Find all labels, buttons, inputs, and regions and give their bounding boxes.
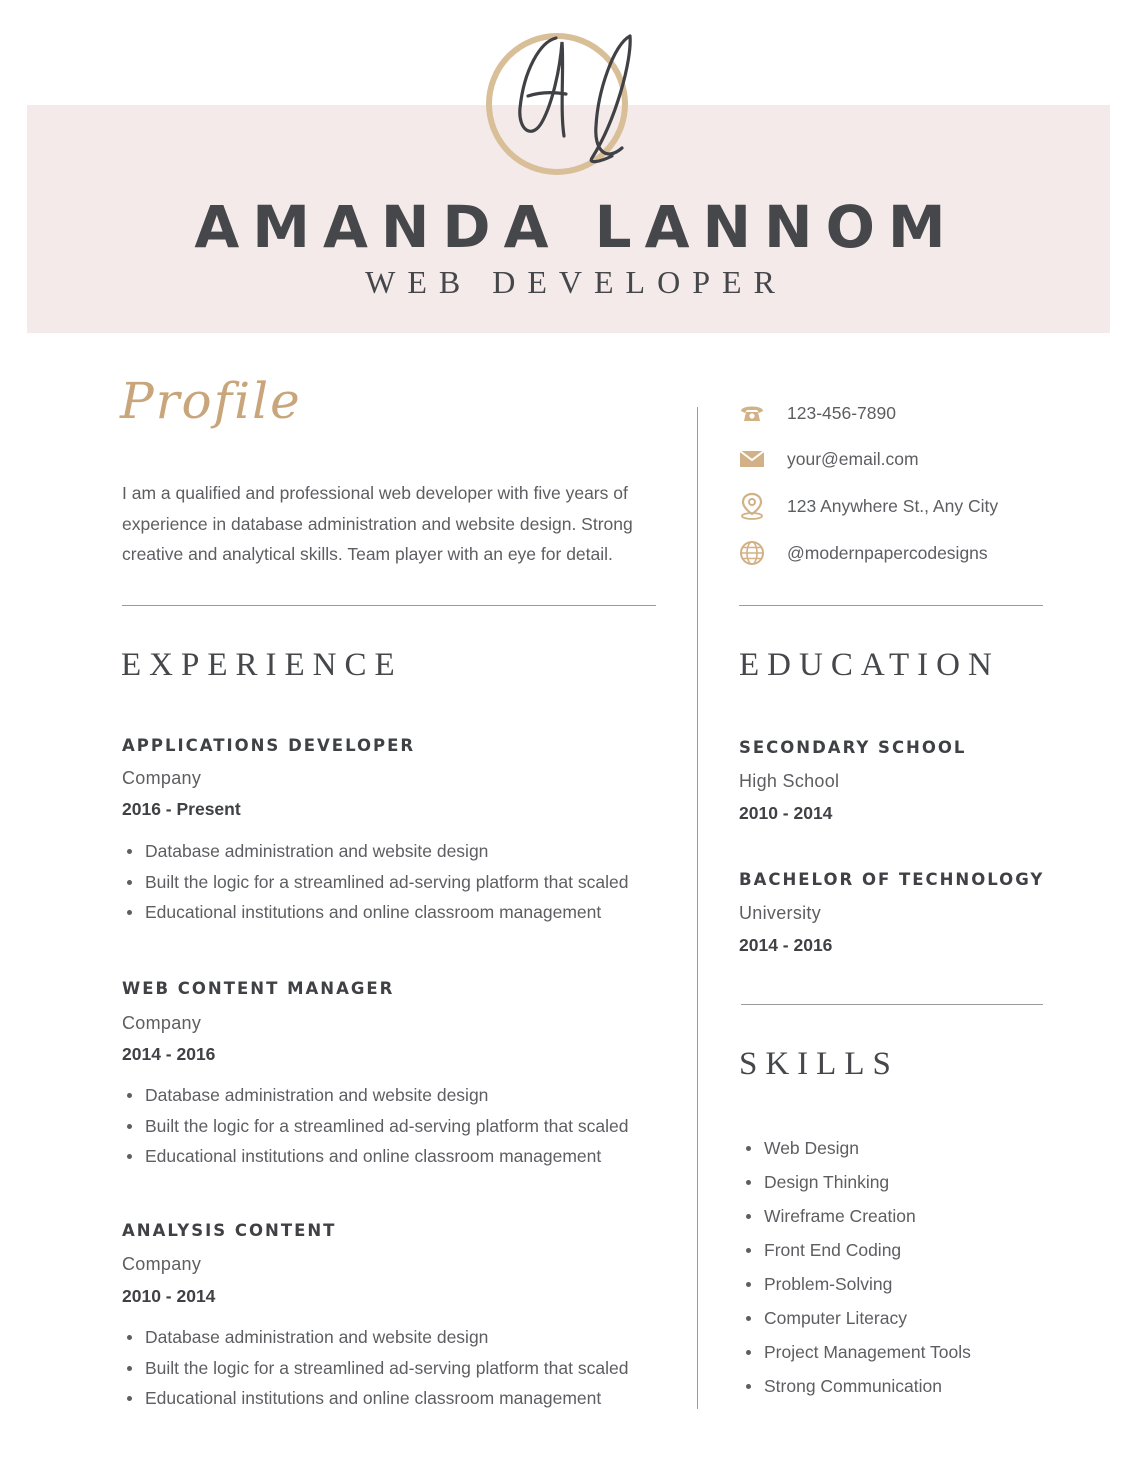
profile-heading: Profile [120,372,302,430]
list-item: Project Management Tools [741,1335,1061,1369]
job-title: WEB CONTENT MANAGER [122,979,395,998]
divider-right-bottom [741,1004,1043,1005]
address-text: 123 Anywhere St., Any City [787,495,999,516]
skills-heading: SKILLS [739,1046,899,1082]
list-item: Built the logic for a streamlined ad-serving platform that scaled [122,1353,682,1384]
job-bullets [122,1080,682,1172]
list-item: Wireframe Creation [741,1199,1061,1233]
education-school: High School [739,771,840,791]
list-item: Educational institutions and online classroom management [122,1141,682,1172]
experience-heading: EXPERIENCE [121,647,403,683]
divider-left [122,605,656,606]
location-pin-icon [739,493,765,519]
social-text[interactable]: @modernpapercodesigns [787,542,988,563]
contact-phone [739,398,896,428]
list-item: Problem-Solving [741,1267,1061,1301]
email-icon [739,446,765,472]
list-item: Database administration and website design [122,836,682,867]
divider-right-top [739,605,1043,606]
email-text[interactable]: your@email.com [787,448,919,469]
column-divider [697,407,698,1409]
candidate-role: WEB DEVELOPER [365,264,787,300]
education-title: SECONDARY SCHOOL [739,738,967,757]
job-title: APPLICATIONS DEVELOPER [122,736,416,755]
skills-list [741,1131,1061,1403]
list-item: Educational institutions and online classroom management [122,897,682,928]
list-item: Web Design [741,1131,1061,1165]
job-bullets [122,1322,682,1414]
list-item: Built the logic for a streamlined ad-serving platform that scaled [122,867,682,898]
job-company: Company [122,1013,202,1033]
list-item: Database administration and website design [122,1080,682,1111]
phone-icon [739,400,765,426]
monogram-logo [480,30,650,180]
list-item: Database administration and website design [122,1322,682,1353]
education-title: BACHELOR OF TECHNOLOGY [739,870,1045,889]
job-years: 2014 - 2016 [122,1044,216,1064]
job-years: 2016 - Present [122,799,241,819]
job-years: 2010 - 2014 [122,1286,216,1306]
profile-text: I am a qualified and professional web developer with five years of experience in database administration and website design. Strong creative and analytical skills. Team player with an eye for detail. [122,483,633,564]
list-item: Design Thinking [741,1165,1061,1199]
contact-address [739,491,998,521]
phone-text[interactable]: 123-456-7890 [787,402,896,423]
education-school: University [739,903,822,923]
list-item: Strong Communication [741,1369,1061,1403]
candidate-name: AMANDA LANNOM [194,193,959,261]
education-years: 2014 - 2016 [739,935,833,955]
job-company: Company [122,1254,202,1274]
job-title: ANALYSIS CONTENT [122,1221,337,1240]
job-bullets [122,836,682,928]
list-item: Built the logic for a streamlined ad-serving platform that scaled [122,1111,682,1142]
list-item: Front End Coding [741,1233,1061,1267]
job-company: Company [122,768,202,788]
list-item: Computer Literacy [741,1301,1061,1335]
education-years: 2010 - 2014 [739,803,833,823]
contact-social [739,538,988,568]
list-item: Educational institutions and online classroom management [122,1383,682,1414]
globe-icon [739,540,765,566]
contact-email [739,444,919,474]
education-heading: EDUCATION [739,647,1000,683]
